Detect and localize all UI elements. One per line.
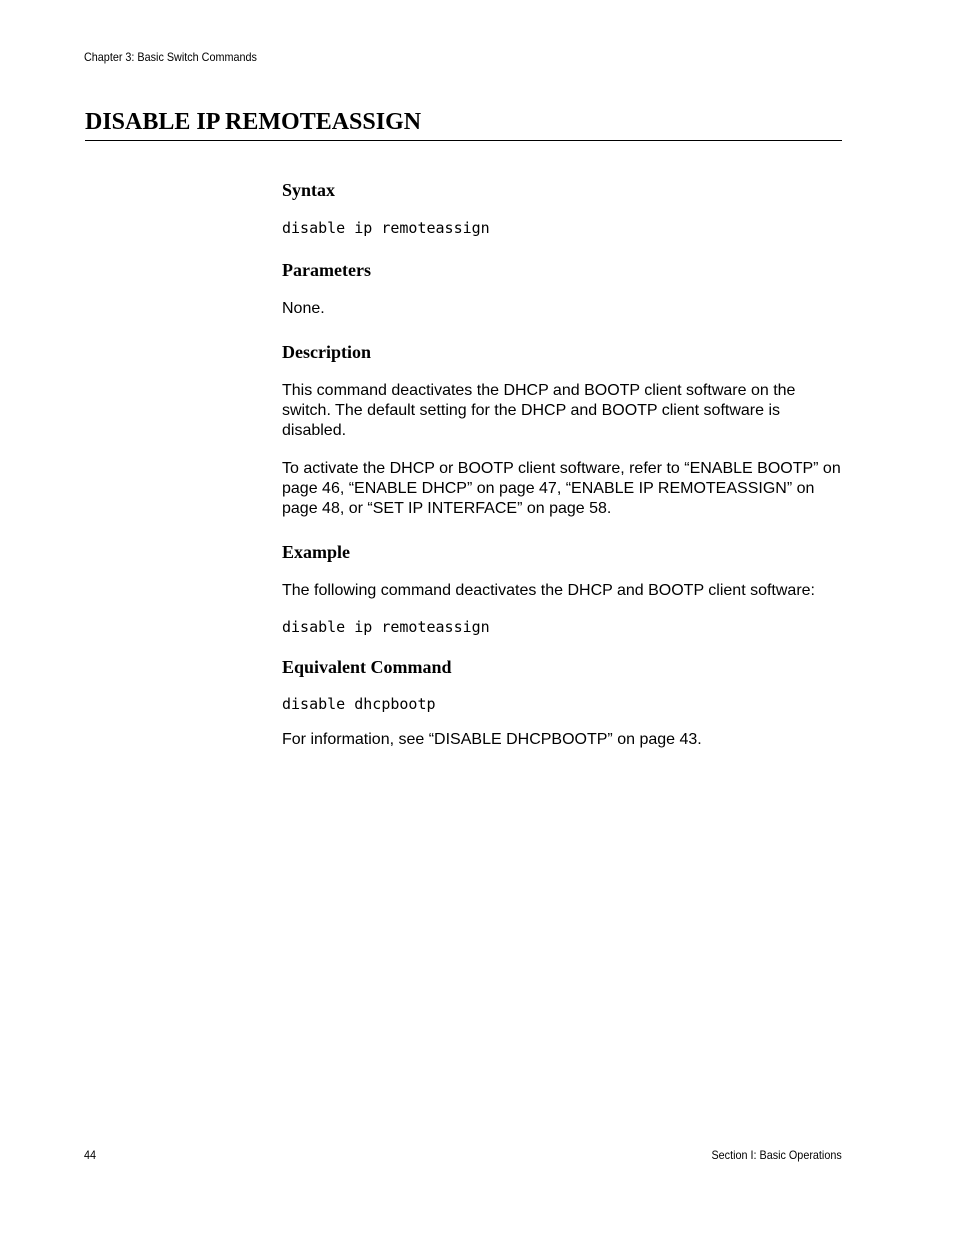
parameters-heading: Parameters	[282, 260, 371, 280]
equivalent-command-reference: For information, see “DISABLE DHCPBOOTP” on page 43.	[282, 731, 702, 748]
example-heading: Example	[282, 542, 351, 562]
page-number: 44	[84, 1148, 97, 1162]
description-heading: Description	[282, 342, 371, 362]
description-paragraph-2: To activate the DHCP or BOOTP client software, refer to “ENABLE BOOTP” on page 46, “ENABLE DHCP” on page 47, “ENABLE IP REMOTEASSIGN” on page 48, or “SET IP INTERFACE” on page 58.	[282, 460, 841, 517]
title-rule	[85, 140, 842, 141]
page-title: DISABLE IP REMOTEASSIGN	[85, 109, 422, 135]
syntax-heading: Syntax	[282, 180, 336, 200]
footer-section-title: Section I: Basic Operations	[711, 1148, 842, 1162]
running-header: Chapter 3: Basic Switch Commands	[84, 50, 257, 64]
command-content	[282, 178, 842, 750]
equivalent-command-heading: Equivalent Command	[282, 657, 452, 677]
equivalent-command-code: disable dhcpbootp	[282, 695, 436, 713]
example-code: disable ip remoteassign	[282, 618, 490, 636]
description-paragraph-1: This command deactivates the DHCP and BOOTP client software on the switch. The default setting for the DHCP and BOOTP client software is disabled.	[282, 382, 796, 439]
syntax-code: disable ip remoteassign	[282, 219, 490, 237]
parameters-text: None.	[282, 300, 325, 317]
example-text: The following command deactivates the DHCP and BOOTP client software:	[282, 582, 815, 599]
